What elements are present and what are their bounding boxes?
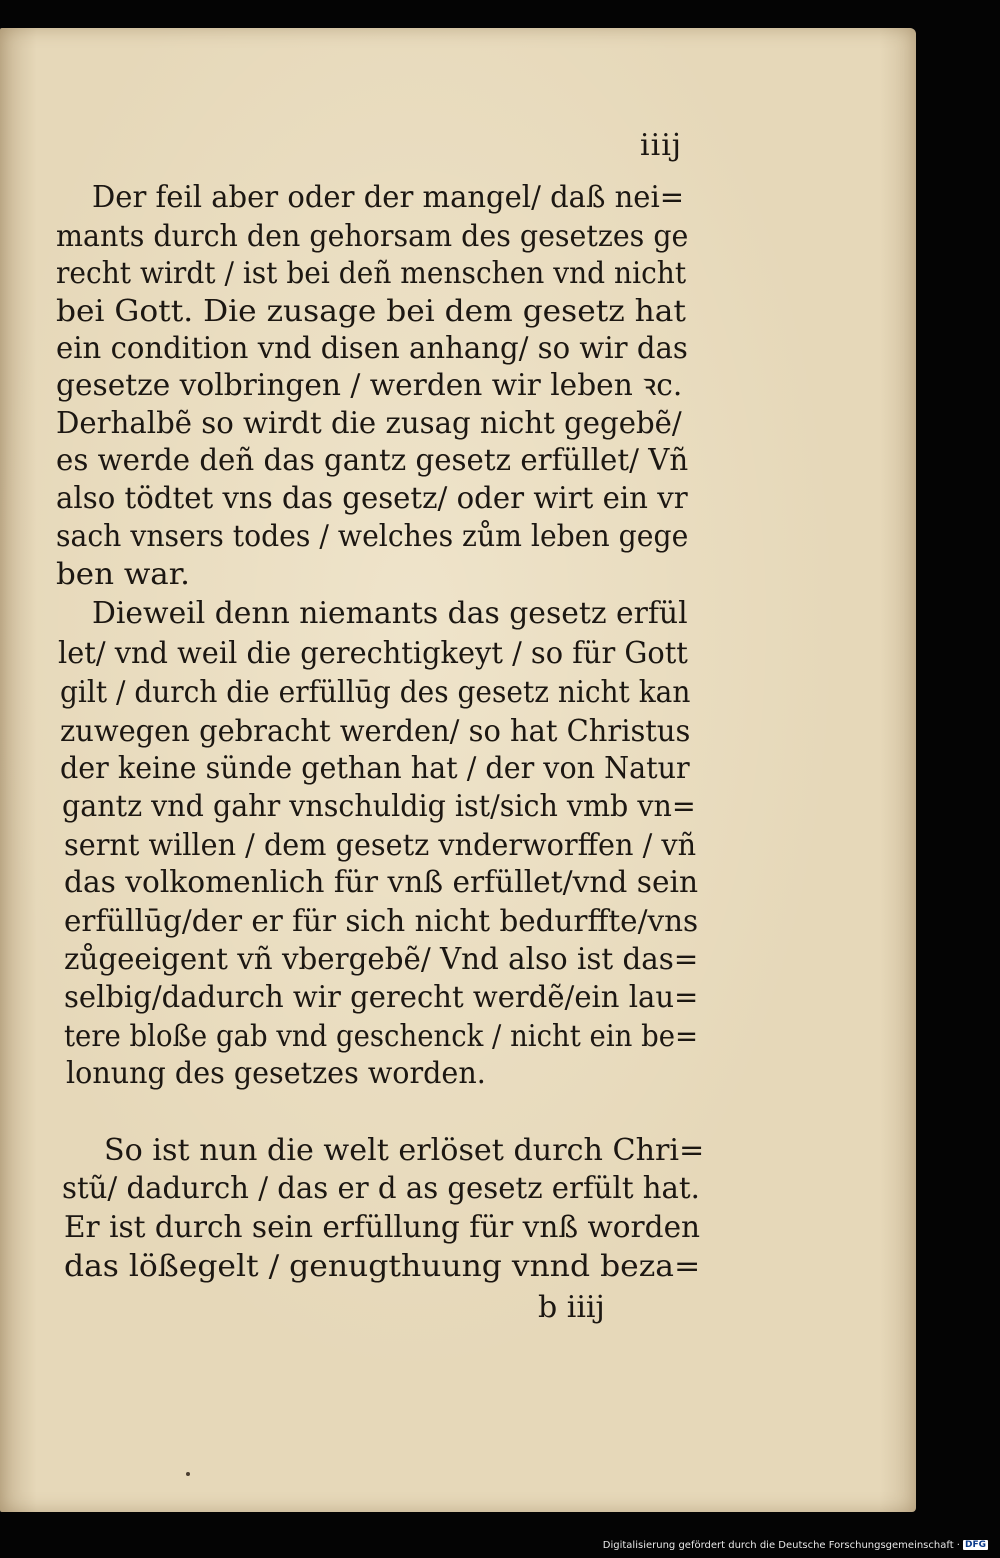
text-line: tere bloße gab vnd geschenck / nicht ein be=	[64, 1019, 699, 1054]
text-line: das volkomenlich für vnß erfüllet/vnd sein	[64, 865, 699, 900]
text-line: bei Gott. Die zusage bei dem gesetz hat	[56, 294, 686, 329]
text-line: let/ vnd weil die gerechtigkeyt / so für Gott	[58, 636, 688, 671]
footer-credit	[603, 1540, 988, 1551]
text-line: Der feil aber oder der mangel/ daß nei=	[92, 180, 685, 215]
text-line: gesetze volbringen / werden wir leben ꝛc.	[56, 368, 683, 403]
text-line: selbig/dadurch wir gerecht werdẽ/ein lau=	[64, 980, 699, 1015]
book-page	[0, 28, 916, 1512]
text-line: recht wirdt / ist bei deñ menschen vnd nicht	[56, 256, 687, 291]
footer-credit-text: Digitalisierung gefördert durch die Deutsche Forschungsgemeinschaft ·	[602, 1540, 960, 1551]
text-line: stũ/ dadurch / das er d as gesetz erfült hat.	[62, 1171, 700, 1206]
text-line: ein condition vnd disen anhang/ so wir das	[56, 331, 688, 366]
dfg-logo: DFG	[964, 1540, 986, 1550]
text-line: mants durch den gehorsam des gesetzes ge	[56, 219, 689, 254]
text-line: es werde deñ das gantz gesetz erfüllet/ Vñ	[56, 443, 689, 478]
text-line: sach vnsers todes / welches zům leben gege	[56, 519, 689, 554]
text-line: zuwegen gebracht werden/ so hat Christus	[60, 714, 691, 749]
signature-mark: b iiij	[538, 1290, 605, 1325]
text-line: sernt willen / dem gesetz vnderworffen / vñ	[64, 828, 697, 863]
ink-speck	[186, 1472, 190, 1476]
text-line: gilt / durch die erfüllūg des gesetz nicht kan	[60, 675, 691, 710]
text-line: zůgeeigent vñ vbergebẽ/ Vnd also ist das=	[64, 942, 699, 977]
text-line: Derhalbẽ so wirdt die zusag nicht gegebẽ/	[56, 406, 682, 441]
text-line: So ist nun die welt erlöset durch Chri=	[104, 1133, 705, 1168]
text-line: Dieweil denn niemants das gesetz erfül	[92, 596, 688, 631]
text-line: das lößegelt / genugthuung vnnd beza=	[64, 1249, 701, 1284]
text-line: gantz vnd gahr vnschuldig ist/sich vmb vn=	[62, 789, 696, 824]
foliation-number: iiij	[640, 128, 683, 163]
text-line: erfüllūg/der er für sich nicht bedurffte/vns	[64, 904, 699, 939]
text-line: der keine sünde gethan hat / der von Natur	[60, 751, 690, 786]
text-line: Er ist durch sein erfüllung für vnß worden	[64, 1210, 701, 1245]
text-line: also tödtet vns das gesetz/ oder wirt ein vr	[56, 481, 688, 516]
text-line: lonung des gesetzes worden.	[66, 1056, 486, 1091]
text-line: ben war.	[56, 557, 190, 592]
